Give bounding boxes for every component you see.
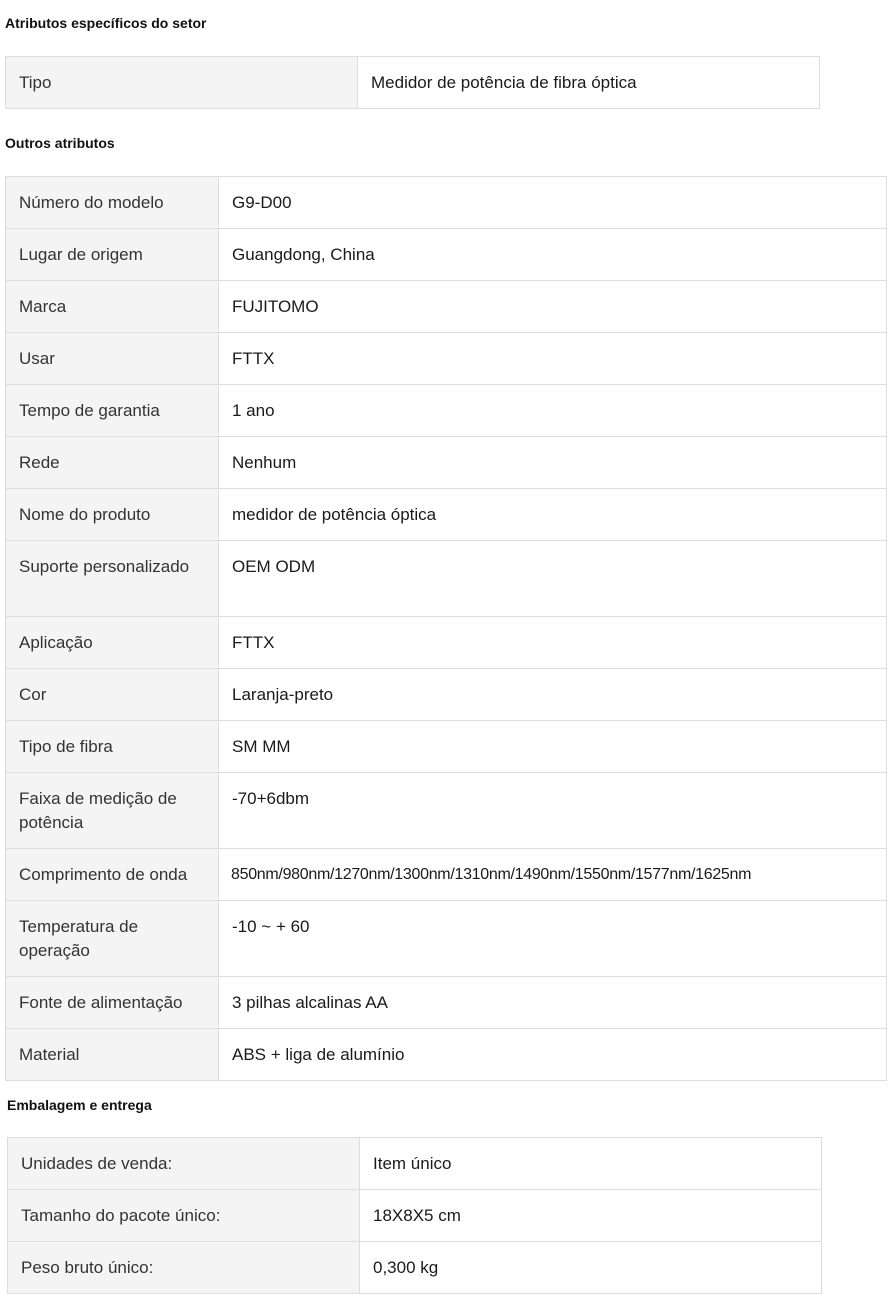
attribute-value: OEM ODM	[219, 541, 887, 617]
table-row	[6, 229, 887, 281]
attribute-value: FUJITOMO	[219, 281, 887, 333]
table-row	[6, 849, 887, 901]
attribute-value: G9-D00	[219, 177, 887, 229]
attribute-value: ABS + liga de alumínio	[219, 1029, 887, 1081]
attribute-value: FTTX	[219, 333, 887, 385]
attribute-key: Material	[6, 1029, 219, 1081]
attribute-key: Tipo	[6, 57, 358, 109]
table-row	[6, 281, 887, 333]
attribute-key: Rede	[6, 437, 219, 489]
table-row	[6, 177, 887, 229]
table-row	[8, 1190, 822, 1242]
attribute-value: FTTX	[219, 617, 887, 669]
attribute-key: Cor	[6, 669, 219, 721]
table-row	[6, 901, 887, 977]
attribute-key: Temperatura de operação	[6, 901, 219, 977]
attribute-key: Comprimento de onda	[6, 849, 219, 901]
attribute-key: Usar	[6, 333, 219, 385]
table-row	[6, 489, 887, 541]
section-title-other-attributes: Outros atributos	[5, 135, 115, 151]
packaging-table	[7, 1137, 822, 1294]
attribute-value: Item único	[360, 1138, 822, 1190]
attribute-value: Medidor de potência de fibra óptica	[358, 57, 820, 109]
section-title-packaging-delivery: Embalagem e entrega	[7, 1097, 152, 1113]
table-row	[8, 1138, 822, 1190]
table-row	[6, 57, 820, 109]
table-row	[6, 1029, 887, 1081]
attribute-value: SM MM	[219, 721, 887, 773]
attribute-key: Lugar de origem	[6, 229, 219, 281]
table-row	[6, 669, 887, 721]
attribute-value: -10 ~ + 60	[219, 901, 887, 977]
attribute-key: Marca	[6, 281, 219, 333]
attribute-key: Peso bruto único:	[8, 1242, 360, 1294]
attribute-value: 3 pilhas alcalinas AA	[219, 977, 887, 1029]
table-row	[6, 617, 887, 669]
table-row	[6, 437, 887, 489]
attribute-value: 1 ano	[219, 385, 887, 437]
attribute-value: Laranja-preto	[219, 669, 887, 721]
section-title-industry-attributes: Atributos específicos do setor	[5, 15, 207, 31]
attribute-key: Tempo de garantia	[6, 385, 219, 437]
table-row	[8, 1242, 822, 1294]
attribute-value: Guangdong, China	[219, 229, 887, 281]
attribute-value: -70+6dbm	[219, 773, 887, 849]
table-row	[6, 721, 887, 773]
attribute-key: Nome do produto	[6, 489, 219, 541]
attribute-key: Suporte personalizado	[6, 541, 219, 617]
attribute-key: Fonte de alimentação	[6, 977, 219, 1029]
attribute-value: medidor de potência óptica	[219, 489, 887, 541]
table-row	[6, 977, 887, 1029]
attribute-value: 18X8X5 cm	[360, 1190, 822, 1242]
attribute-key: Aplicação	[6, 617, 219, 669]
industry-attributes-table	[5, 56, 820, 109]
attribute-key: Tamanho do pacote único:	[8, 1190, 360, 1242]
attribute-value: Nenhum	[219, 437, 887, 489]
table-row	[6, 385, 887, 437]
table-row	[6, 541, 887, 617]
attribute-key: Número do modelo	[6, 177, 219, 229]
attribute-value: 850nm/980nm/1270nm/1300nm/1310nm/1490nm/1550nm/1577nm/1625nm	[219, 849, 887, 901]
attribute-key: Tipo de fibra	[6, 721, 219, 773]
attribute-key: Unidades de venda:	[8, 1138, 360, 1190]
attribute-key: Faixa de medição de potência	[6, 773, 219, 849]
table-row	[6, 333, 887, 385]
other-attributes-table	[5, 176, 887, 1081]
table-row	[6, 773, 887, 849]
attribute-value: 0,300 kg	[360, 1242, 822, 1294]
